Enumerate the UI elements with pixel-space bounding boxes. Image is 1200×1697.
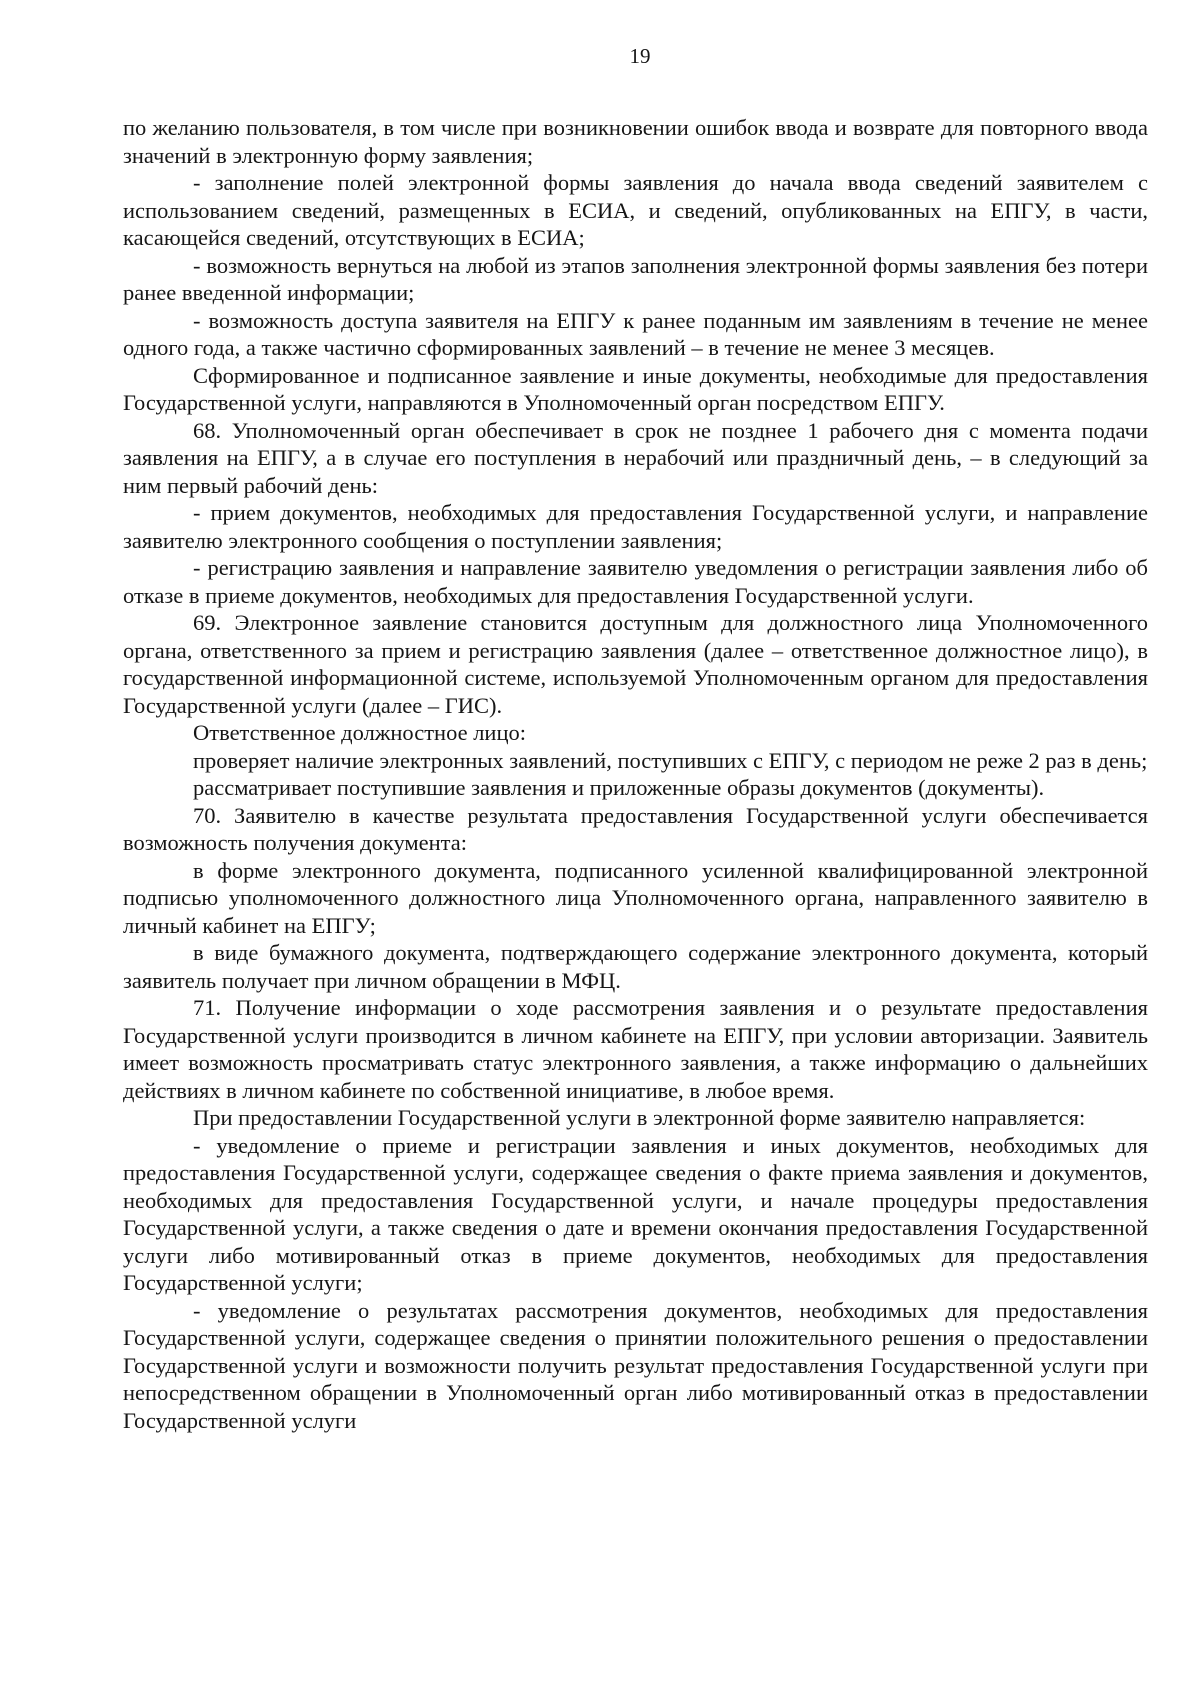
page-number: 19 bbox=[629, 44, 651, 68]
list-item-return-to-step: - возможность вернуться на любой из этапов заполнения электронной формы заявления без потери ранее введенной информации; bbox=[123, 252, 1148, 305]
list-item-registration: - регистрацию заявления и направление заявителю уведомления о регистрации заявления либо об отказе в приеме документов, необходимых для предоставления Государственной услуги. bbox=[123, 555, 1148, 608]
paragraph-official-checks: проверяет наличие электронных заявлений, поступивших с ЕПГУ, с периодом не реже 2 раз в день; bbox=[193, 747, 1148, 773]
paragraph-continuation: по желанию пользователя, в том числе при возникновении ошибок ввода и возврате для повторного ввода значений в электронную форму заявления; bbox=[123, 115, 1148, 168]
clause-70: 70. Заявителю в качестве результата предоставления Государственной услуги обеспечивается возможность получения документа: bbox=[123, 802, 1148, 855]
paragraph-submission: Сформированное и подписанное заявление и иные документы, необходимые для предоставления Государственной услуги, направляются в Уполномоченный орган посредством ЕПГУ. bbox=[123, 362, 1148, 415]
paragraph-official-reviews: рассматривает поступившие заявления и приложенные образы документов (документы). bbox=[193, 775, 1045, 800]
clause-69: 69. Электронное заявление становится доступным для должностного лица Уполномоченного органа, ответственного за прием и регистрацию заявления (далее – ответственное должностное лицо), в государственной информационной системе, используемой Уполномоченным органом для предоставления Государственной услуги (далее – ГИС). bbox=[123, 610, 1148, 718]
clause-71: 71. Получение информации о ходе рассмотрения заявления и о результате предоставления Государственной услуги производится в личном кабинете на ЕПГУ, при условии авторизации. Заявитель имеет возможность просматривать статус электронного заявления, а также информацию о дальнейших действиях в личном кабинете по собственной инициативе, в любое время. bbox=[123, 995, 1148, 1103]
list-item-receive-documents: - прием документов, необходимых для предоставления Государственной услуги, и направление заявителю электронного сообщения о поступлении заявления; bbox=[123, 500, 1148, 553]
list-item-electronic-document: в форме электронного документа, подписанного усиленной квалифицированной электронной подписью уполномоченного должностного лица Уполномоченного органа, направленного заявителю в личный кабинет на ЕПГУ; bbox=[123, 857, 1148, 938]
list-item-form-autofill: - заполнение полей электронной формы заявления до начала ввода сведений заявителем с использованием сведений, размещенных в ЕСИА, и сведений, опубликованных на ЕПГУ, в части, касающейся сведений, отсутствующих в ЕСИА; bbox=[123, 170, 1148, 250]
list-item-paper-document: в виде бумажного документа, подтверждающего содержание электронного документа, который заявитель получает при личном обращении в МФЦ. bbox=[123, 940, 1148, 993]
list-item-receipt-notification: - уведомление о приеме и регистрации заявления и иных документов, необходимых для предоставления Государственной услуги, содержащее сведения о факте приема заявления и документов, необходимых для предоставления Государственной услуги, и начале процедуры предоставления Государственной услуги, а также сведения о дате и времени окончания предоставления Государственной услуги либо мотивированный отказ в приеме документов, необходимых для предоставления Государственной услуги; bbox=[123, 1132, 1148, 1295]
list-item-access-applications: - возможность доступа заявителя на ЕПГУ к ранее поданным им заявлениям в течение не менее одного года, а также частично сформированных заявлений – в течение не менее 3 месяцев. bbox=[123, 307, 1148, 360]
document-body bbox=[123, 114, 1148, 1434]
clause-68: 68. Уполномоченный орган обеспечивает в срок не позднее 1 рабочего дня с момента подачи заявления на ЕПГУ, а в случае его поступления в нерабочий или праздничный день, – в следующий за ним первый рабочий день: bbox=[123, 417, 1148, 498]
paragraph-notifications-intro: При предоставлении Государственной услуги в электронной форме заявителю направляется: bbox=[193, 1105, 1086, 1130]
paragraph-official-heading: Ответственное должностное лицо: bbox=[193, 720, 527, 745]
list-item-result-notification: - уведомление о результатах рассмотрения документов, необходимых для предоставления Государственной услуги, содержащее сведения о принятии положительного решения о предоставлении Государственной услуги и возможности получить результат предоставления Государственной услуги при непосредственном обращении в Уполномоченный орган либо мотивированный отказ в предоставлении Государственной услуги bbox=[123, 1297, 1148, 1433]
